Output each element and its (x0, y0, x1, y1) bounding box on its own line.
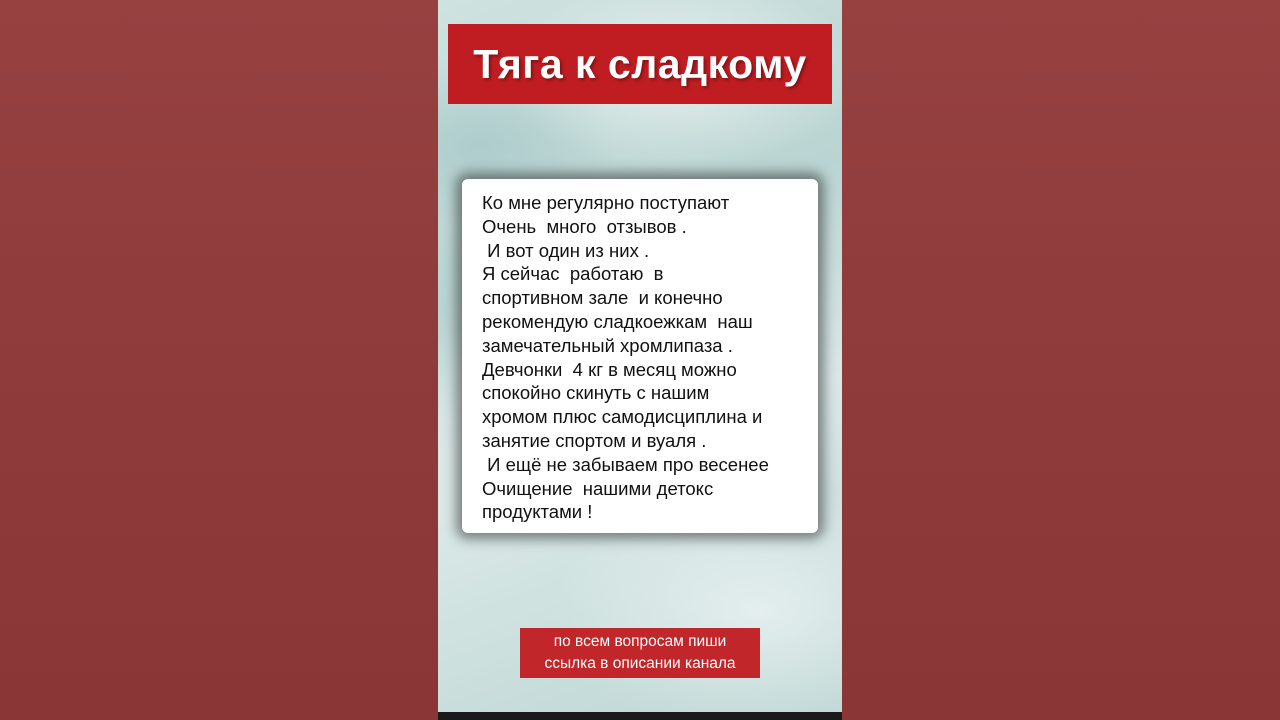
card-line: Очищение нашими детокс (482, 477, 714, 499)
bottom-progress-bar (438, 712, 842, 720)
footer-contact-banner (520, 628, 760, 678)
card-line: Девчонки 4 кг в месяц можно (482, 358, 737, 380)
footer-line-link: ссылка в описании канала (544, 655, 736, 672)
card-line: И ещё не забываем про весенее (482, 453, 769, 475)
card-line: Я сейчас работаю в (482, 263, 664, 285)
footer-line-questions: по всем вопросам пиши (553, 633, 727, 650)
title-banner (448, 24, 832, 104)
card-line: замечательный хромлипаза . (482, 334, 733, 356)
card-line: хромом плюс самодисциплина и (482, 406, 763, 428)
card-line: занятие спортом и вуаля . (482, 429, 707, 451)
card-line: Ко мне регулярно поступают (482, 192, 730, 213)
left-background (0, 0, 438, 720)
card-line: продуктами ! (482, 501, 593, 523)
card-line: И вот один из них . (482, 239, 650, 261)
card-line: спокойно скинуть с нашим (482, 382, 710, 404)
video-frame (438, 0, 842, 720)
right-background (842, 0, 1280, 720)
card-line: спортивном зале и конечно (482, 287, 723, 309)
card-line: рекомендую сладкоежкам наш (482, 310, 753, 332)
card-line: Очень много отзывов . (482, 215, 687, 237)
title-text: Тяга к сладкому (473, 40, 807, 87)
review-text-card (462, 179, 818, 533)
